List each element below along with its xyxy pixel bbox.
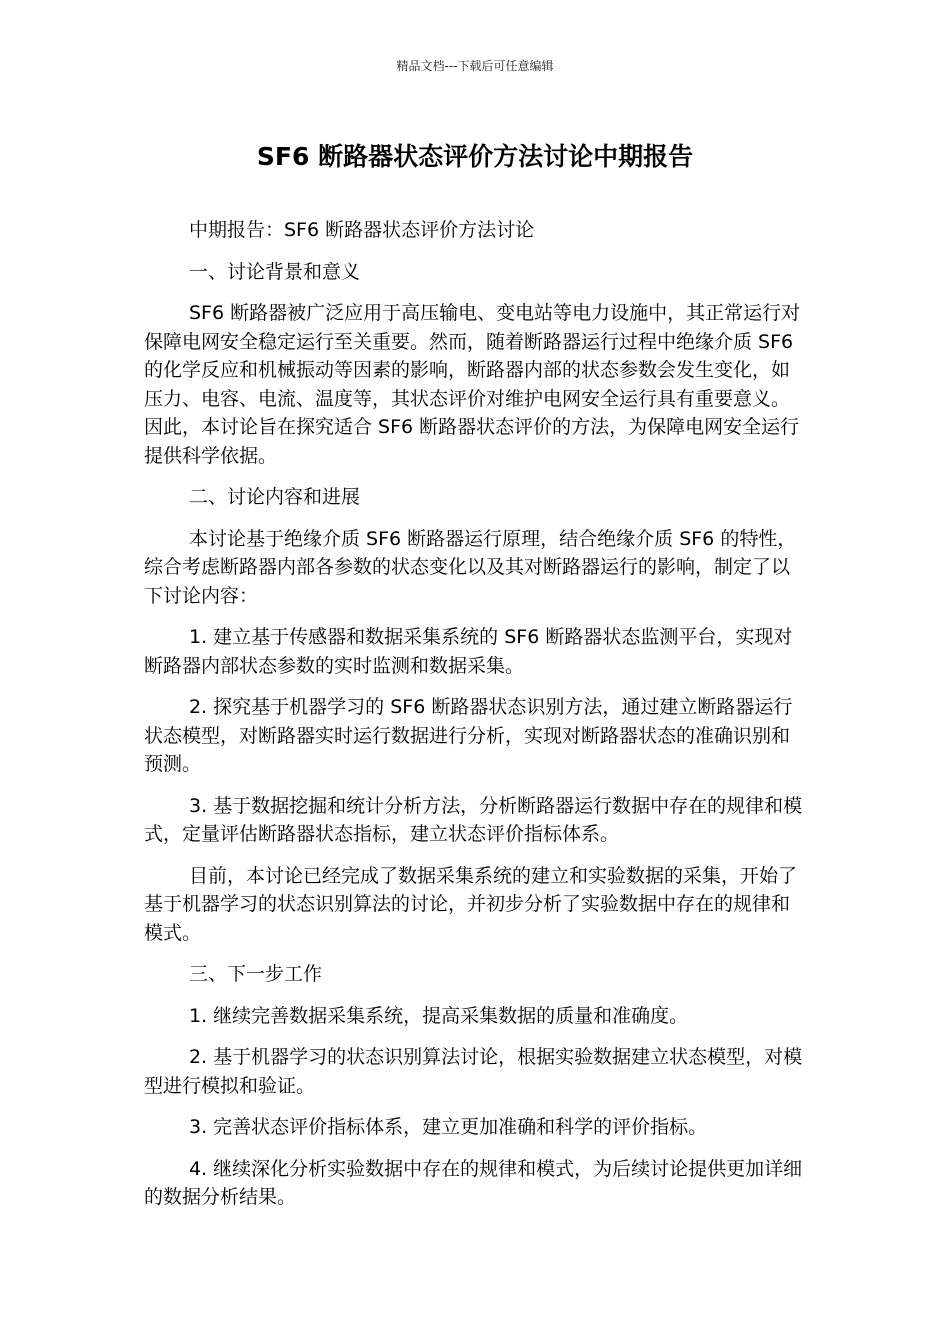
content-item-3: 3. 基于数据挖掘和统计分析方法，分析断路器运行数据中存在的规律和模式，定量评估断路器状态指标，建立状态评价指标体系。 <box>144 794 803 845</box>
next-step-item-1: 1. 继续完善数据采集系统，提高采集数据的质量和准确度。 <box>189 1004 689 1027</box>
paragraph-progress: 目前，本讨论已经完成了数据采集系统的建立和实验数据的采集，开始了基于机器学习的状态识别算法的讨论，并初步分析了实验数据中存在的规律和模式。 <box>144 864 798 944</box>
paragraph-content: 本讨论基于绝缘介质 SF6 断路器运行原理，结合绝缘介质 SF6 的特性，综合考虑断路器内部各参数的状态变化以及其对断路器运行的影响，制定了以下讨论内容： <box>144 527 797 607</box>
section-heading-content: 二、讨论内容和进展 <box>189 486 361 508</box>
next-step-item-3: 3. 完善状态评价指标体系，建立更加准确和科学的评价指标。 <box>189 1116 708 1138</box>
content-item-1: 1. 建立基于传感器和数据采集系统的 SF6 断路器状态监测平台，实现对断路器内部状态参数的实时监测和数据采集。 <box>144 626 793 677</box>
section-heading-next-steps: 三、下一步工作 <box>189 963 323 985</box>
document-title: SF6 断路器状态评价方法讨论中期报告 <box>256 142 694 171</box>
paragraph-intro: 中期报告：SF6 断路器状态评价方法讨论 <box>189 219 535 241</box>
page-header: 精品文档---下载后可任意编辑 <box>396 59 554 73</box>
section-heading-background: 一、讨论背景和意义 <box>189 260 361 283</box>
content-item-2: 2. 探究基于机器学习的 SF6 断路器状态识别方法，通过建立断路器运行状态模型，对断路器实时运行数据进行分析，实现对断路器状态的准确识别和预测。 <box>144 696 793 775</box>
paragraph-background: SF6 断路器被广泛应用于高压输电、变电站等电力设施中，其正常运行对保障电网安全稳定运行至关重要。然而，随着断路器运行过程中绝缘介质 SF6 的化学反应和机械振动等因素的影响，断路器内部的状态参数会发生变化，如压力、电容、电流、温度等，其状态评价对维护电网安全运行具有重要意义。因此，本讨论旨在探究适合 SF6 断路器状态评价的方法，为保障电网安全运行提供科学依据。 <box>144 302 801 467</box>
document-body <box>144 216 808 1225</box>
next-step-item-4: 4. 继续深化分析实验数据中存在的规律和模式，为后续讨论提供更加详细的数据分析结果。 <box>144 1157 803 1208</box>
next-step-item-2: 2. 基于机器学习的状态识别算法讨论，根据实验数据建立状态模型，对模型进行模拟和验证。 <box>144 1046 803 1097</box>
